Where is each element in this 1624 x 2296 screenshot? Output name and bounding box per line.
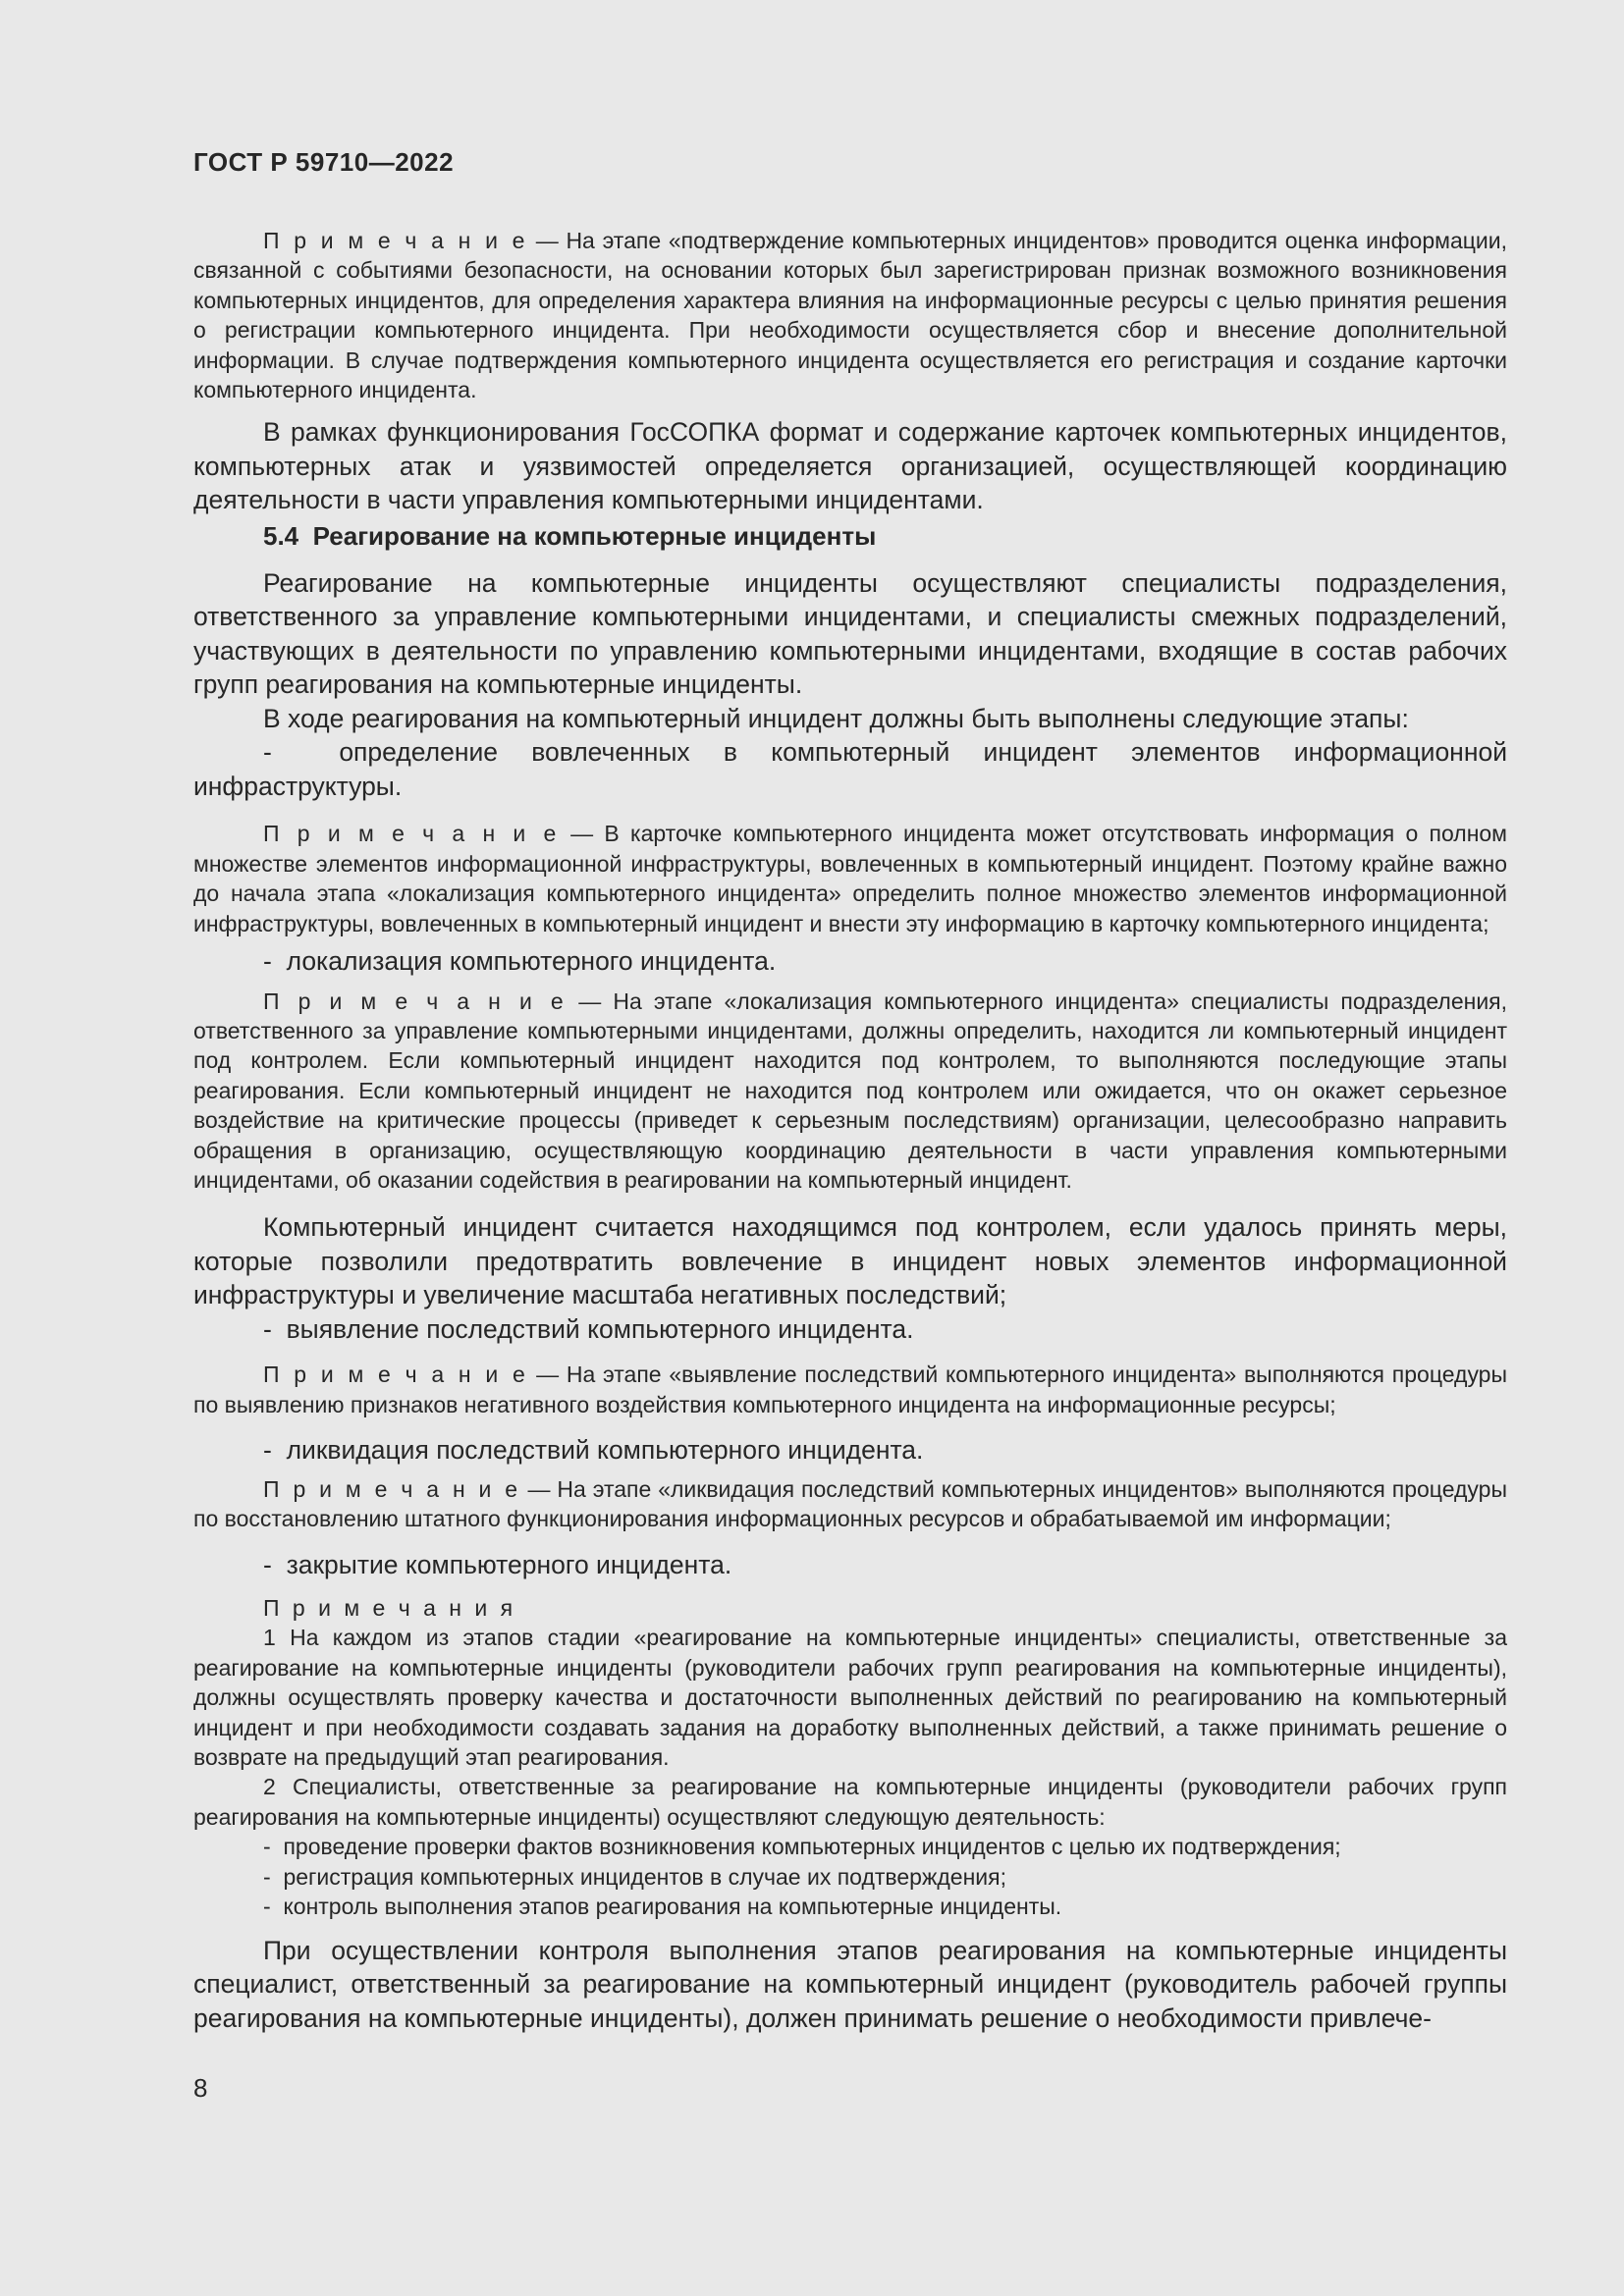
body-paragraph: В ходе реагирования на компьютерный инцидент должны быть выполнены следующие этапы: [263, 703, 1409, 733]
note-paragraph: 1 На каждом из этапов стадии «реагирование на компьютерные инциденты» специалисты, ответственные за реагирование на компьютерные инциденты (руководители рабочих групп реагирования на компьютерные инциденты), должны осуществлять проверку качества и достаточности выполненных действий по реагированию на компьютерный инцидент и при необходимости создавать задания на доработку выполненных действий, а также принимать решение о возврате на предыдущий этап реагирования. [193, 1625, 1507, 1771]
note-text: — На этапе «подтверждение компьютерных инцидентов» проводится оценка информации, связанной с событиями безопасности, на основании которых был зарегистрирован признак возможного возникновения компьютерных инцидентов, для определения характера влияния на информационные ресурсы с целью принятия решения о регистрации компьютерного инцидента. При необходимости осуществляется сбор и внесение дополнительной информации. В случае подтверждения компьютерного инцидента осуществляется его регистрация и создание карточки компьютерного инцидента. [193, 228, 1508, 403]
list-dash: - [263, 1834, 271, 1860]
list-item [193, 1433, 1507, 1468]
list-item-text: контроль выполнения этапов реагирования на компьютерные инциденты. [283, 1894, 1062, 1920]
section-title: Реагирование на компьютерные инциденты [312, 520, 877, 551]
list-item-text: закрытие компьютерного инцидента. [286, 1549, 732, 1579]
list-item [193, 1312, 1507, 1347]
note-list-item [193, 1892, 1507, 1921]
note-label: П р и м е ч а н и е [263, 1362, 529, 1388]
note-text: — В карточке компьютерного инцидента может отсутствовать информация о полном множестве элементов информационной инфраструктуры, вовлеченных в компьютерный инцидент. Поэтому крайне важно до начала этапа «локализация компьютерного инцидента» определить полное множество элементов информационной инфраструктуры, вовлеченных в компьютерный инцидент и внести эту информацию в карточку компьютерного инцидента; [193, 821, 1507, 936]
list-item-text: ликвидация последствий компьютерного инцидента. [286, 1435, 924, 1466]
section-number: 5.4 [263, 520, 299, 551]
list-dash: - [263, 1549, 272, 1579]
list-dash: - [263, 1435, 272, 1466]
list-dash: - [263, 1894, 271, 1920]
body-paragraph: Компьютерный инцидент считается находящимся под контролем, если удалось принять меры, которые позволили предотвратить вовлечение в инцидент новых элементов информационной инфраструктуры и увеличение масштаба негативных последствий; [193, 1212, 1507, 1310]
page-content [193, 226, 1507, 2035]
body-paragraph: В рамках функционирования ГосСОПКА формат и содержание карточек компьютерных инцидентов, компьютерных атак и уязвимостей определяется организацией, осуществляющей координацию деятельности в части управления компьютерными инцидентами. [193, 417, 1507, 515]
body-paragraph: При осуществлении контроля выполнения этапов реагирования на компьютерные инциденты специалист, ответственный за реагирование на компьютерный инцидент (руководитель рабочей группы реагирования на компьютерные инциденты), должен принимать решение о необходимости привлече- [193, 1935, 1507, 2033]
note-label: П р и м е ч а н и е [263, 228, 528, 253]
note-paragraph [193, 1360, 1507, 1419]
page-number: 8 [193, 2073, 208, 2103]
note-label: П р и м е ч а н и е [263, 988, 568, 1014]
list-item-text: проведение проверки фактов возникновения компьютерных инцидентов с целью их подтверждения; [283, 1834, 1341, 1860]
note-paragraph [193, 226, 1507, 404]
section-heading [193, 519, 1507, 553]
list-item-text: определение вовлеченных в компьютерный инцидент элементов информационной инфраструктуры. [193, 737, 1507, 801]
notes-label: П р и м е ч а н и я [263, 1595, 516, 1622]
note-paragraph: 2 Специалисты, ответственные за реагирование на компьютерные инциденты (руководители рабочих групп реагирования на компьютерные инциденты) осуществляют следующую деятельность: [193, 1774, 1507, 1830]
note-label: П р и м е ч а н и е [263, 821, 560, 847]
list-item-text: регистрация компьютерных инцидентов в случае их подтверждения; [283, 1863, 1006, 1890]
note-paragraph [193, 819, 1507, 938]
note-list-item [193, 1862, 1507, 1892]
note-label: П р и м е ч а н и е [263, 1475, 521, 1502]
note-paragraph [193, 1474, 1507, 1534]
document-header: ГОСТ Р 59710—2022 [193, 147, 455, 177]
list-item-text: локализация компьютерного инцидента. [286, 946, 777, 977]
list-dash: - [263, 737, 272, 768]
note-paragraph [193, 987, 1507, 1196]
note-text: — На этапе «выявление последствий компьютерного инцидента» выполняются процедуры по выявлению признаков негативного воздействия компьютерного инцидента на информационные ресурсы; [193, 1362, 1508, 1417]
note-list-item [193, 1832, 1507, 1861]
note-text: — На этапе «локализация компьютерного инцидента» специалисты подразделения, ответственного за управление компьютерными инцидентами, должны определить, находится ли компьютерный инцидент под контролем. Если компьютерный инцидент находится под контролем, то выполняются последующие этапы реагирования. Если компьютерный инцидент не находится под контролем или ожидается, что он окажет серьезное воздействие на критические процессы (приведет к серьезным последствиям) организации, целесообразно направить обращения в организацию, осуществляющую координацию деятельности в части управления компьютерными инцидентами, об оказании содействия в реагировании на компьютерный инцидент. [193, 988, 1508, 1193]
list-item [193, 944, 1507, 979]
list-dash: - [263, 946, 272, 977]
list-item [193, 1548, 1507, 1582]
note-text: — На этапе «ликвидация последствий компьютерных инцидентов» выполняются процедуры по восстановлению штатного функционирования информационных ресурсов и обрабатываемой им информации; [193, 1475, 1507, 1532]
list-item-text: выявление последствий компьютерного инцидента. [286, 1313, 914, 1344]
body-paragraph: Реагирование на компьютерные инциденты осуществляют специалисты подразделения, ответственного за управление компьютерными инцидентами, и специалисты смежных подразделений, участвующих в деятельности по управлению компьютерными инцидентами, входящие в состав рабочих групп реагирования на компьютерные инциденты. [193, 567, 1507, 700]
notes-heading [193, 1593, 1507, 1623]
list-dash: - [263, 1863, 271, 1890]
list-dash: - [263, 1313, 272, 1344]
list-item [193, 735, 1507, 803]
